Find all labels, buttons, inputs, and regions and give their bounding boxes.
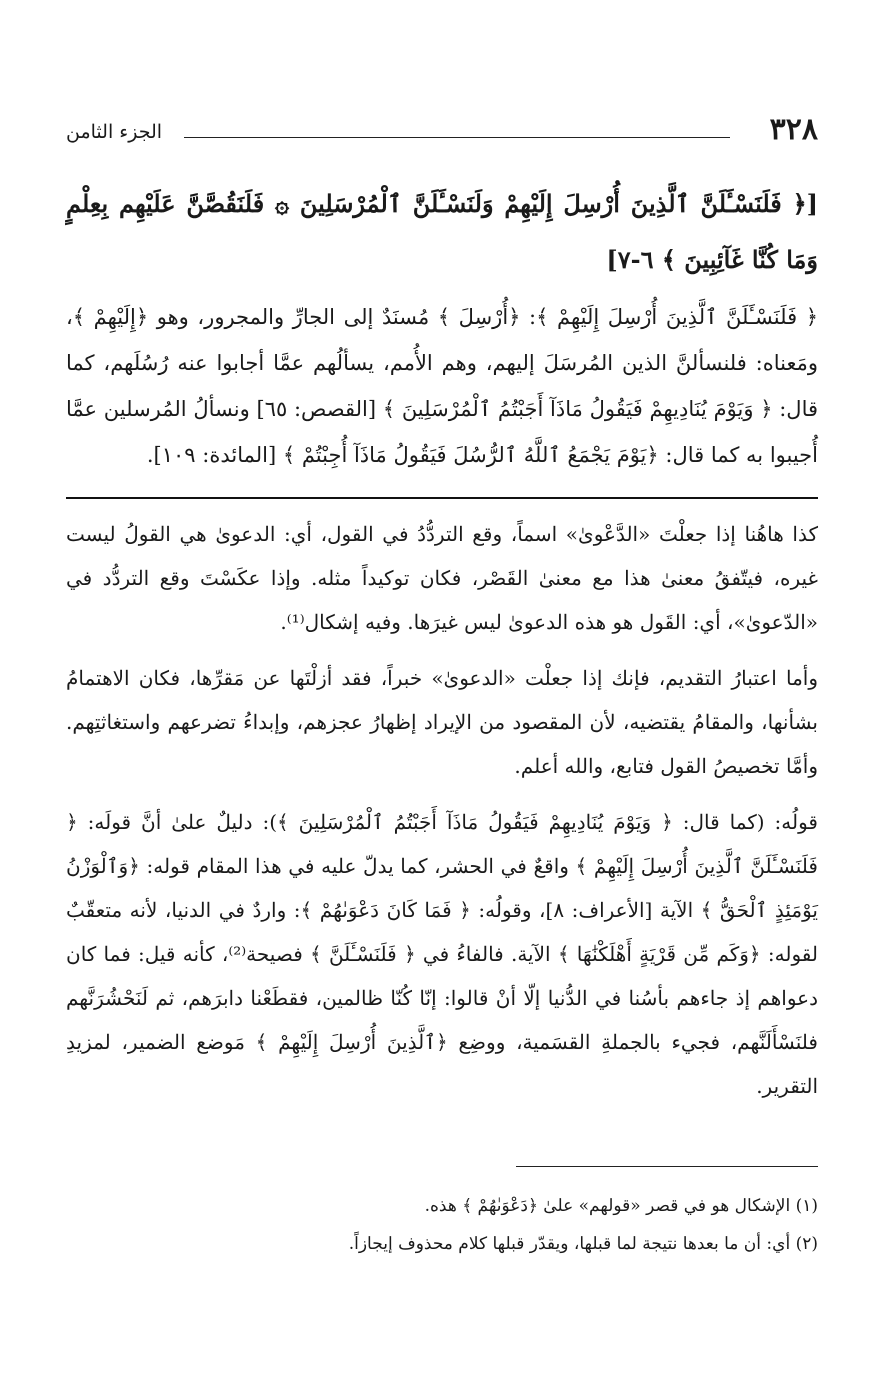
footnotes [66, 1190, 818, 1266]
gloss-paragraph-3: قولُه: (كما قال: ﴿ وَيَوْمَ يُنَادِيهِمْ فَيَقُولُ مَاذَآ أَجَبْتُمُ ٱلْمُرْسَلِينَ ﴾): دليلٌ علىٰ أنَّ قولَه: ﴿ فَلَنَسْـَٔلَنَّ ٱلَّذِينَ أُرْسِلَ إِلَيْهِمْ ﴾ واقعٌ في الحشر، كما يدلّ عليه في هذا المقام قوله: ﴿وَٱلْوَزْنُ يَوْمَئِذٍ ٱلْحَقُّ ﴾ الآية [الأعراف: ٨]، وقولُه: ﴿ فَمَا كَانَ دَعْوَىٰهُمْ ﴾: واردٌ في الدنيا، لأنه متعقّبٌ لقوله: ﴿وَكَم مِّن قَرْيَةٍ أَهْلَكْنَٰهَا ﴾ الآية. فالفاءُ في ﴿ فَلَنَسْـَٔلَنَّ ﴾ فصيحة⁽²⁾، كأنه قيل: فما كان دعواهم إذ جاءهم بأسُنا في الدُّنيا إلّا أنْ قالوا: إنّا كُنّا ظالمين، فقطَعْنا دابرَهم، ثم لَنَحْشُرَنَّهم فلنَسْأَلَنَّهم، فجيء بالجملةِ القسَمية، ووضِع ﴿ٱلَّذِينَ أُرْسِلَ إِلَيْهِمْ ﴾ مَوضع الضمير، لمزيدِ التقرير. [66, 810, 818, 1098]
commentary-paragraph: ﴿ فَلَنَسْـَٔلَنَّ ٱلَّذِينَ أُرْسِلَ إِلَيْهِمْ ﴾: ﴿أُرْسِلَ ﴾ مُسنَدٌ إلى الجارِّ والمجرور، وهو ﴿إِلَيْهِمْ ﴾، ومَعناه: فلنسألنَّ الذين المُرسَلَ إليهم، وهم الأُمم، يسألُهم عمَّا أجابوا عنه رُسُلَهم، كما قال: ﴿ وَيَوْمَ يُنَادِيهِمْ فَيَقُولُ مَاذَآ أَجَبْتُمُ ٱلْمُرْسَلِينَ ﴾ [القصص: ٦٥] ونسألُ المُرسلين عمَّا أُجيبوا به كما قال: ﴿يَوْمَ يَجْمَعُ ٱللَّهُ ٱلرُّسُلَ فَيَقُولُ مَاذَآ أُجِبْتُمْ ﴾ [المائدة: ١٠٩]. [66, 305, 819, 467]
footnote-rule [516, 1166, 818, 1167]
main-text [66, 176, 818, 478]
gloss-paragraph-2: وأما اعتبارُ التقديم، فإنك إذا جعلْت «الدعوىٰ» خبراً، فقد أزلْتَها عن مَقرِّها، فكان الاهتمامُ بشأنها، والمقامُ يقتضيه، لأن المقصود من الإيراد إظهارُ عجزهم، وإبداءُ تضرعهم واستغاثتِهم. وأمَّا تخصيصُ القول فتابع، والله أعلم. [66, 666, 818, 778]
section-divider [66, 497, 818, 499]
header-rule [184, 137, 730, 138]
gloss-paragraph-1: كذا هاهُنا إذا جعلْتَ «الدَّعْوىٰ» اسماً، وقع التردُّدُ في القول، أي: الدعوىٰ هي القولُ ليست غيره، فيتّفقُ معنىٰ هذا مع معنىٰ القَصْر، فكان توكيداً مثله. وإذا عكَسْتَ وقع التردُّد في «الدّعوىٰ»، أي: القَول هو هذه الدعوىٰ ليس غيرَها. وفيه إشكال⁽¹⁾. [66, 522, 818, 634]
page-header [66, 112, 818, 152]
running-title: الجزء الثامن [66, 121, 163, 143]
footnote-2: (٢) أي: أن ما بعدها نتيجة لما قبلها، ويقدّر قبلها كلام محذوف إيجازاً. [348, 1234, 818, 1254]
gloss-section [66, 512, 818, 1120]
quran-verse: [﴿ فَلَنَسْـَٔلَنَّ ٱلَّذِينَ أُرْسِلَ إِلَيْهِمْ وَلَنَسْـَٔلَنَّ ٱلْمُرْسَلِينَ ۞ فَلَنَقُصَّنَّ عَلَيْهِم بِعِلْمٍ وَمَا كُنَّا غَآئِبِينَ ﴾ ٦-٧] [66, 189, 818, 274]
page-number: ٣٢٨ [769, 112, 818, 147]
footnote-1: (١) الإشكال هو في قصر «قولهم» علىٰ ﴿دَعْوَىٰهُمْ ﴾ هذه. [424, 1196, 818, 1216]
